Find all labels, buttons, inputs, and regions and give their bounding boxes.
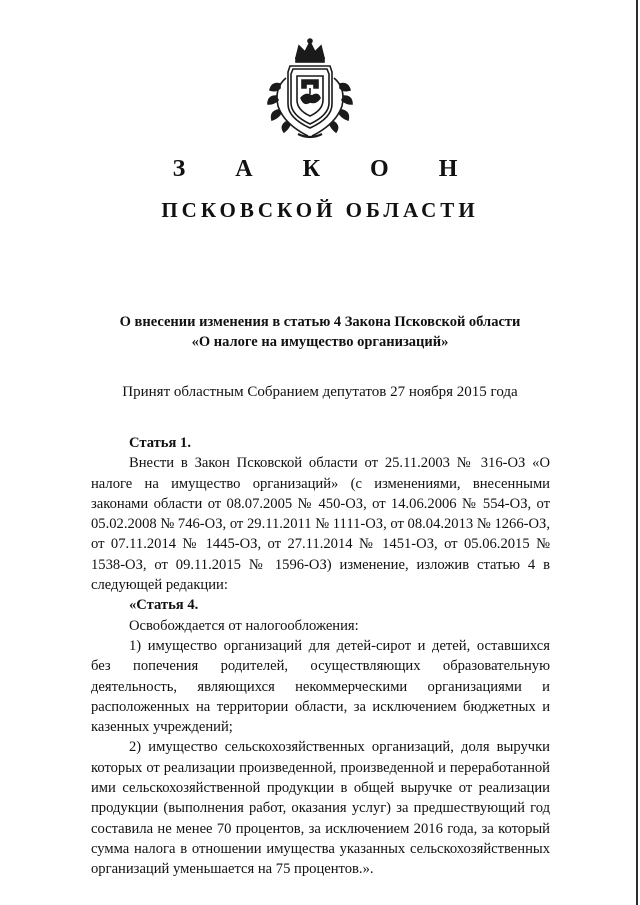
scan-edge-line [636, 0, 638, 905]
law-title: З А К О Н [172, 156, 480, 182]
region-title: ПСКОВСКОЙ ОБЛАСТИ [161, 198, 479, 222]
exemption-item-2: 2) имущество сельскохозяйственных организаций, доля выручки которых от реализации произведенной, произведенной и переработанной ими сельскохозяйственной продукции в общей выручке от реализации продукции (выполнения работ, оказания услуг) за предшествующий год составила не менее 70 процентов, за исключением 2016 года, за который сумма налога в отношении имущества указанных сельскохозяйственных организаций уменьшается на 75 процентов.». [91, 739, 550, 878]
article-4-title: «Статья 4. [129, 597, 199, 614]
exemption-item-1: 1) имущество организаций для детей-сирот и детей, оставшихся без попечения родителей, осуществляющих образовательную деятельность, являющихся некоммерческими организациями и расположенных на территории области, за исключением бюджетных и казенных учреждений; [91, 637, 550, 736]
article-1-title: Статья 1. [129, 435, 191, 451]
adoption-date: Принят областным Собранием депутатов 27 ноября 2015 года [122, 384, 518, 400]
coat-of-arms-icon [262, 38, 358, 142]
law-body [91, 433, 550, 880]
law-heading-line-1: О внесении изменения в статью 4 Закона Псковской области [119, 314, 521, 330]
exemption-intro: Освобождается от налогообложения: [129, 617, 359, 634]
law-heading-line-2: «О налоге на имущество организаций» [191, 334, 449, 350]
article-1-text: Внести в Закон Псковской области от 25.11.2003 № 316-ОЗ «О налоге на имущество организаций» (с изменениями, внесенными законами области от 08.07.2005 № 450-ОЗ, от 14.06.2006 № 554-ОЗ, от 05.02.2008 № 746-ОЗ, от 29.11.2011 № 1111-ОЗ, от 08.04.2013 № 1266-ОЗ, от 07.11.2014 № 1445-ОЗ, от 27.11.2014 № 1451-ОЗ, от 05.06.2015 № 1538-ОЗ, от 09.11.2015 № 1596-ОЗ) изменение, изложив статью 4 в следующей редакции: [91, 455, 550, 594]
law-heading [90, 312, 550, 352]
